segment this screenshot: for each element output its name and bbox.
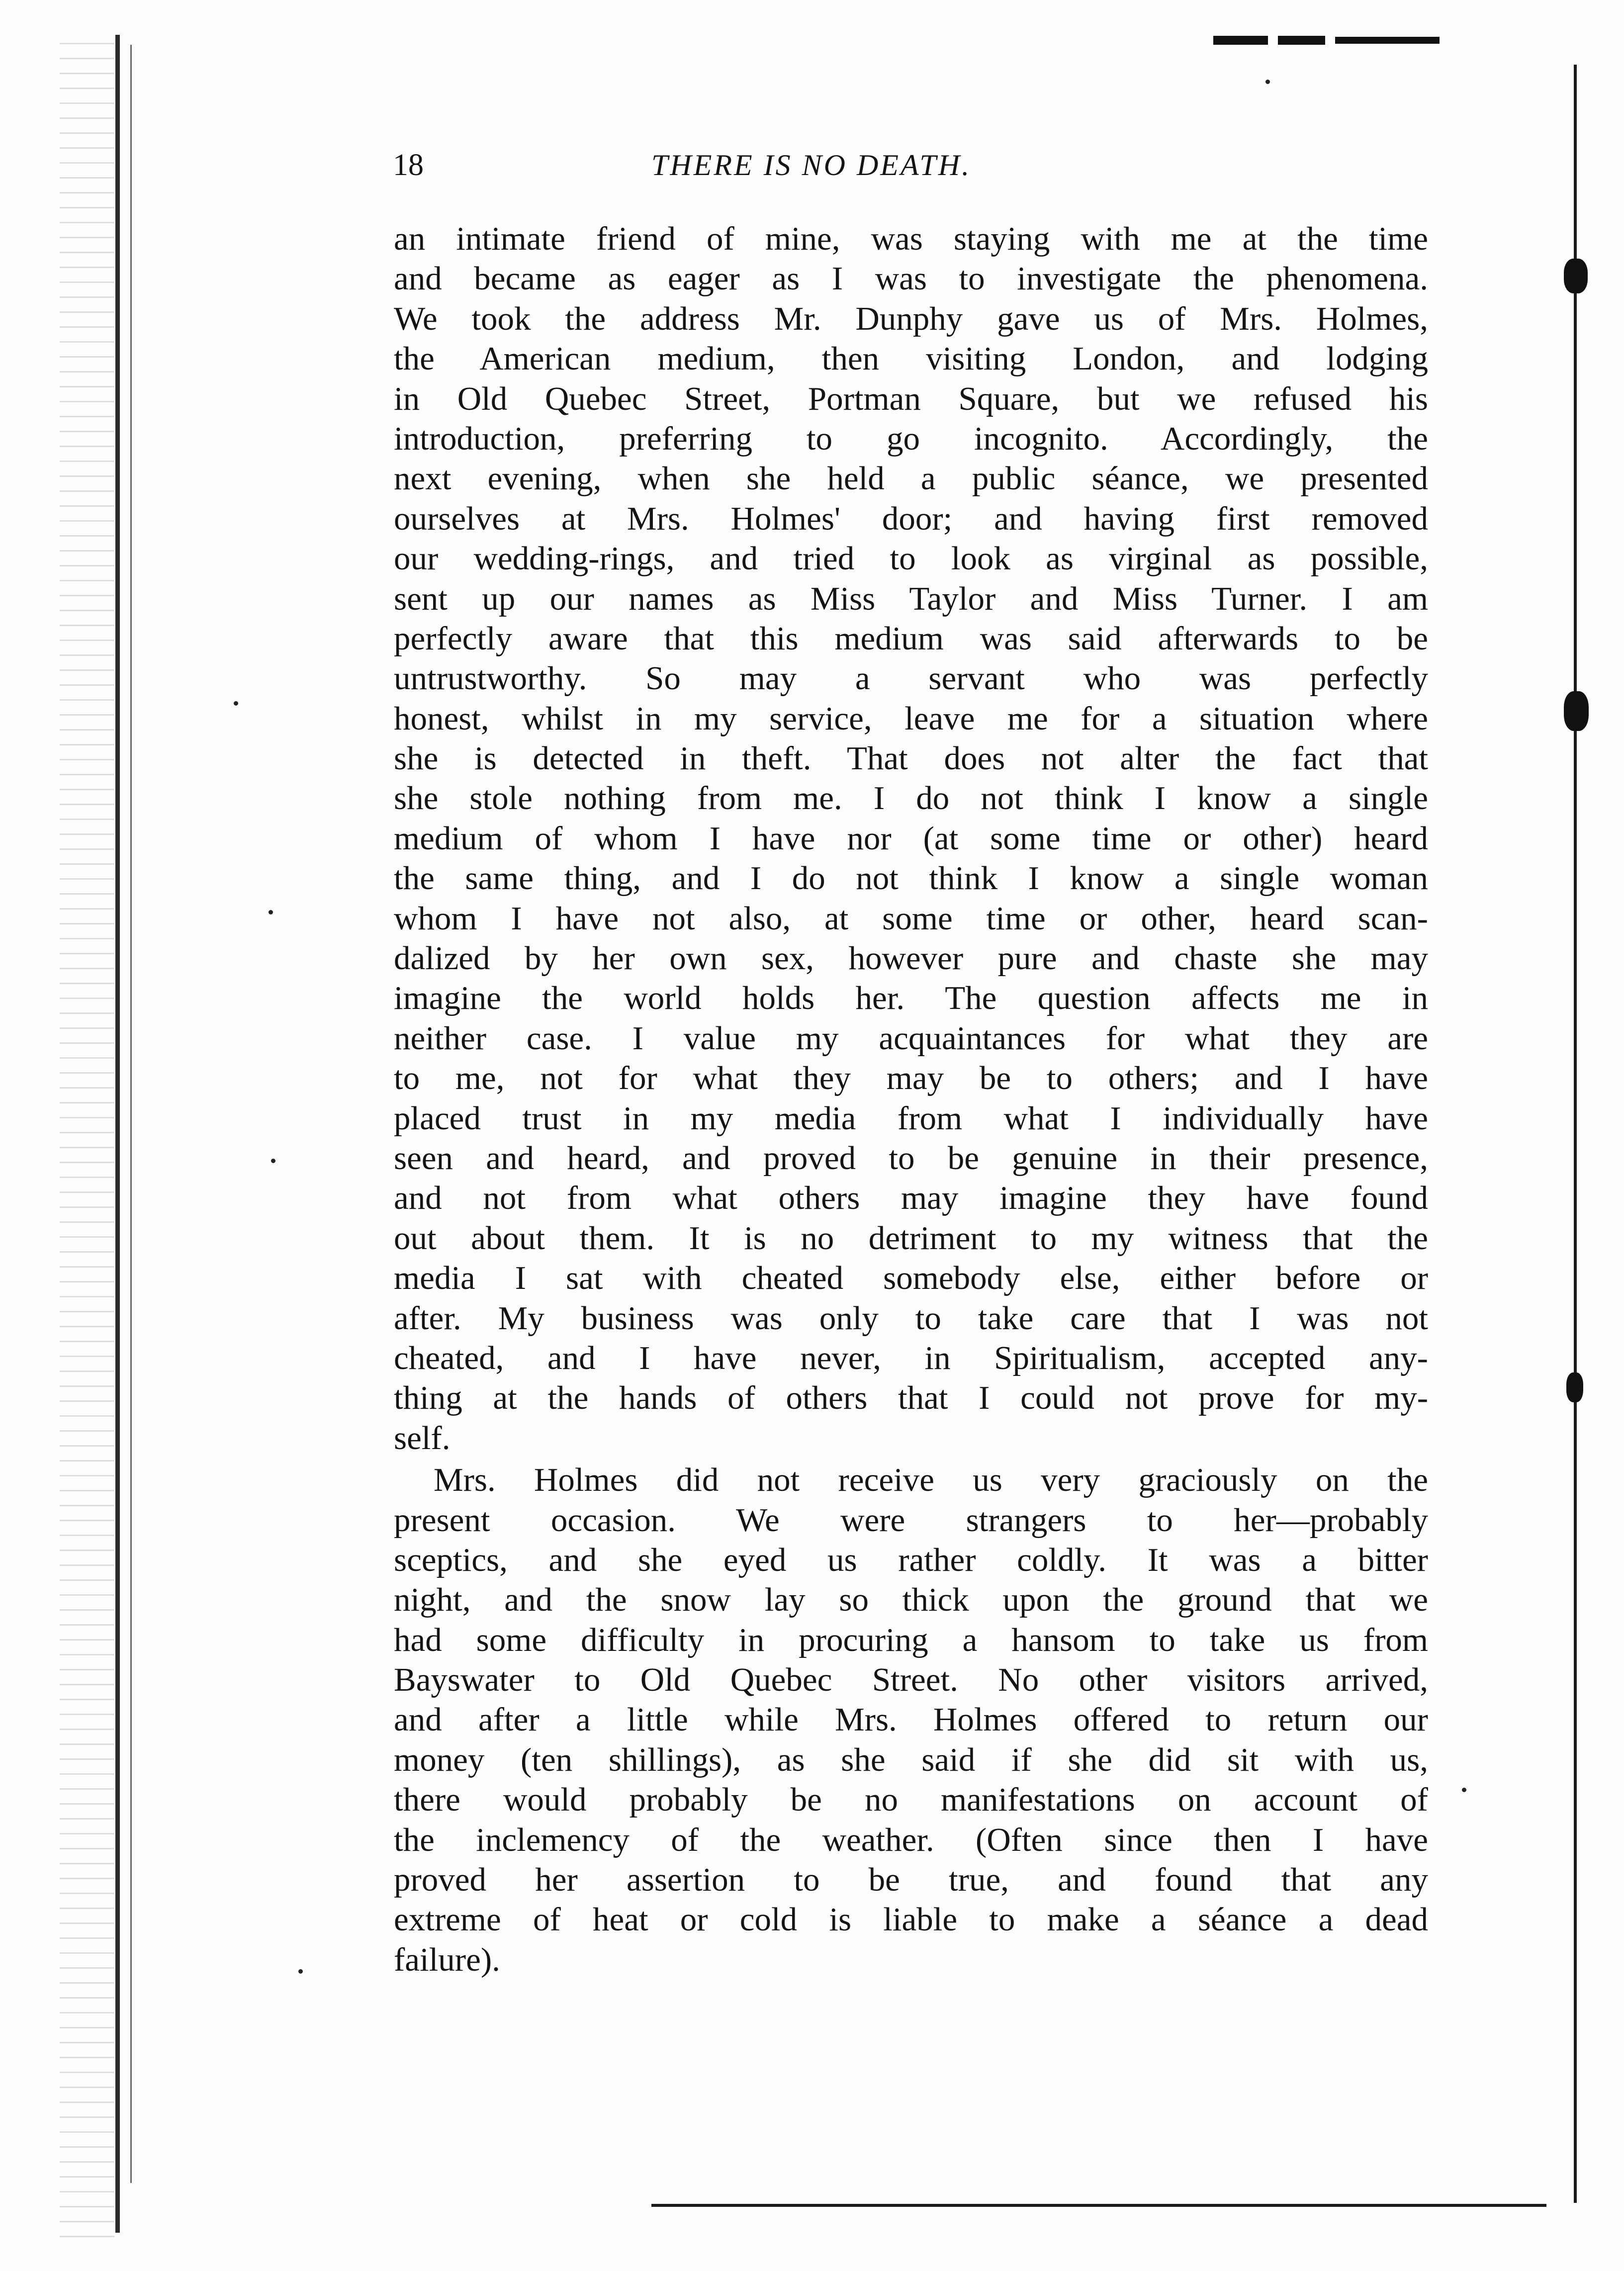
text-line: Bayswater to Old Quebec Street. No other visitors arrived, — [394, 1661, 1428, 1699]
text-line: and became as eager as I was to investigate the phenomena. — [394, 260, 1428, 297]
text-line: whom I have not also, at some time or other, heard scan- — [394, 900, 1428, 937]
scan-bottom-line — [651, 2204, 1546, 2207]
text-line: ourselves at Mrs. Holmes' door; and having first removed — [394, 500, 1428, 537]
text-line: Mrs. Holmes did not receive us very graciously on the — [434, 1461, 1428, 1499]
text-line: out about them. It is no detriment to my witness that the — [394, 1219, 1428, 1257]
paragraph — [394, 219, 1428, 1458]
scan-speck — [269, 910, 273, 914]
scan-top-mark — [1335, 37, 1440, 44]
running-title: THERE IS NO DEATH. — [651, 149, 972, 182]
text-line: after. My business was only to take care that I was not — [394, 1299, 1428, 1337]
body-text — [394, 219, 1428, 1980]
text-line: failure). — [394, 1941, 500, 1978]
scan-ink-blot — [1564, 691, 1589, 731]
running-head — [393, 145, 1512, 195]
text-line: to me, not for what they may be to others; and I have — [394, 1060, 1428, 1097]
text-line: thing at the hands of others that I could not prove for my- — [394, 1379, 1428, 1417]
text-line: introduction, preferring to go incognito. Accordingly, the — [394, 420, 1428, 457]
text-line: cheated, and I have never, in Spiritualism, accepted any- — [394, 1339, 1428, 1376]
scan-edge-speckle — [60, 30, 114, 2243]
text-line: next evening, when she held a public séance, we presented — [394, 460, 1428, 497]
text-line: media I sat with cheated somebody else, either before or — [394, 1260, 1428, 1297]
text-line: our wedding-rings, and tried to look as virginal as possible, — [394, 540, 1428, 577]
scan-speck — [234, 701, 238, 706]
text-line: there would probably be no manifestations on account of — [394, 1781, 1428, 1818]
scan-speck — [271, 1159, 275, 1163]
scan-top-mark — [1213, 36, 1268, 45]
text-line: self. — [394, 1419, 451, 1456]
text-line: the same thing, and I do not think I know a single woman — [394, 860, 1428, 897]
scan-left-binding-line — [115, 35, 120, 2233]
scan-ink-blot — [1564, 259, 1588, 293]
text-line: untrustworthy. So may a servant who was perfectly — [394, 660, 1428, 697]
page-number: 18 — [393, 148, 424, 182]
text-line: proved her assertion to be true, and found that any — [394, 1861, 1428, 1899]
text-line: in Old Quebec Street, Portman Square, but we refused his — [394, 380, 1428, 417]
text-line: perfectly aware that this medium was said afterwards to be — [394, 620, 1428, 657]
text-line: We took the address Mr. Dunphy gave us of Mrs. Holmes, — [394, 300, 1428, 337]
text-line: imagine the world holds her. The question affects me in — [394, 980, 1428, 1017]
scan-speck — [1462, 1788, 1466, 1792]
text-line: dalized by her own sex, however pure and chaste she may — [394, 940, 1428, 977]
text-line: medium of whom I have nor (at some time or other) heard — [394, 819, 1428, 857]
text-line: an intimate friend of mine, was staying with me at the time — [394, 220, 1428, 257]
text-line: and not from what others may imagine they have found — [394, 1180, 1428, 1217]
text-line: seen and heard, and proved to be genuine in their presence, — [394, 1139, 1428, 1177]
text-line: neither case. I value my acquaintances for what they are — [394, 1019, 1428, 1057]
scan-left-thin-line — [130, 45, 132, 2183]
text-line: extreme of heat or cold is liable to make a séance a dead — [394, 1901, 1428, 1938]
text-line: night, and the snow lay so thick upon the ground that we — [394, 1581, 1428, 1619]
text-line: she is detected in theft. That does not alter the fact that — [394, 740, 1428, 777]
text-line: present occasion. We were strangers to her—probably — [394, 1501, 1428, 1539]
text-line: money (ten shillings), as she said if she did sit with us, — [394, 1741, 1428, 1778]
text-line: the American medium, then visiting London, and lodging — [394, 340, 1428, 377]
scan-right-edge-line — [1574, 65, 1577, 2203]
text-line: she stole nothing from me. I do not think I know a single — [394, 780, 1428, 817]
text-line: and after a little while Mrs. Holmes offered to return our — [394, 1701, 1428, 1738]
scan-speck — [1265, 80, 1270, 84]
paragraph — [394, 1460, 1428, 1980]
text-line: had some difficulty in procuring a hansom to take us from — [394, 1621, 1428, 1658]
text-line: sent up our names as Miss Taylor and Miss Turner. I am — [394, 580, 1428, 617]
scan-ink-blot — [1566, 1372, 1583, 1402]
scan-top-mark — [1278, 36, 1325, 45]
scan-speck — [298, 1969, 303, 1974]
text-line: placed trust in my media from what I individually have — [394, 1099, 1428, 1137]
text-line: the inclemency of the weather. (Often since then I have — [394, 1821, 1428, 1858]
text-line: sceptics, and she eyed us rather coldly. It was a bitter — [394, 1541, 1428, 1578]
text-line: honest, whilst in my service, leave me for a situation where — [394, 700, 1428, 737]
